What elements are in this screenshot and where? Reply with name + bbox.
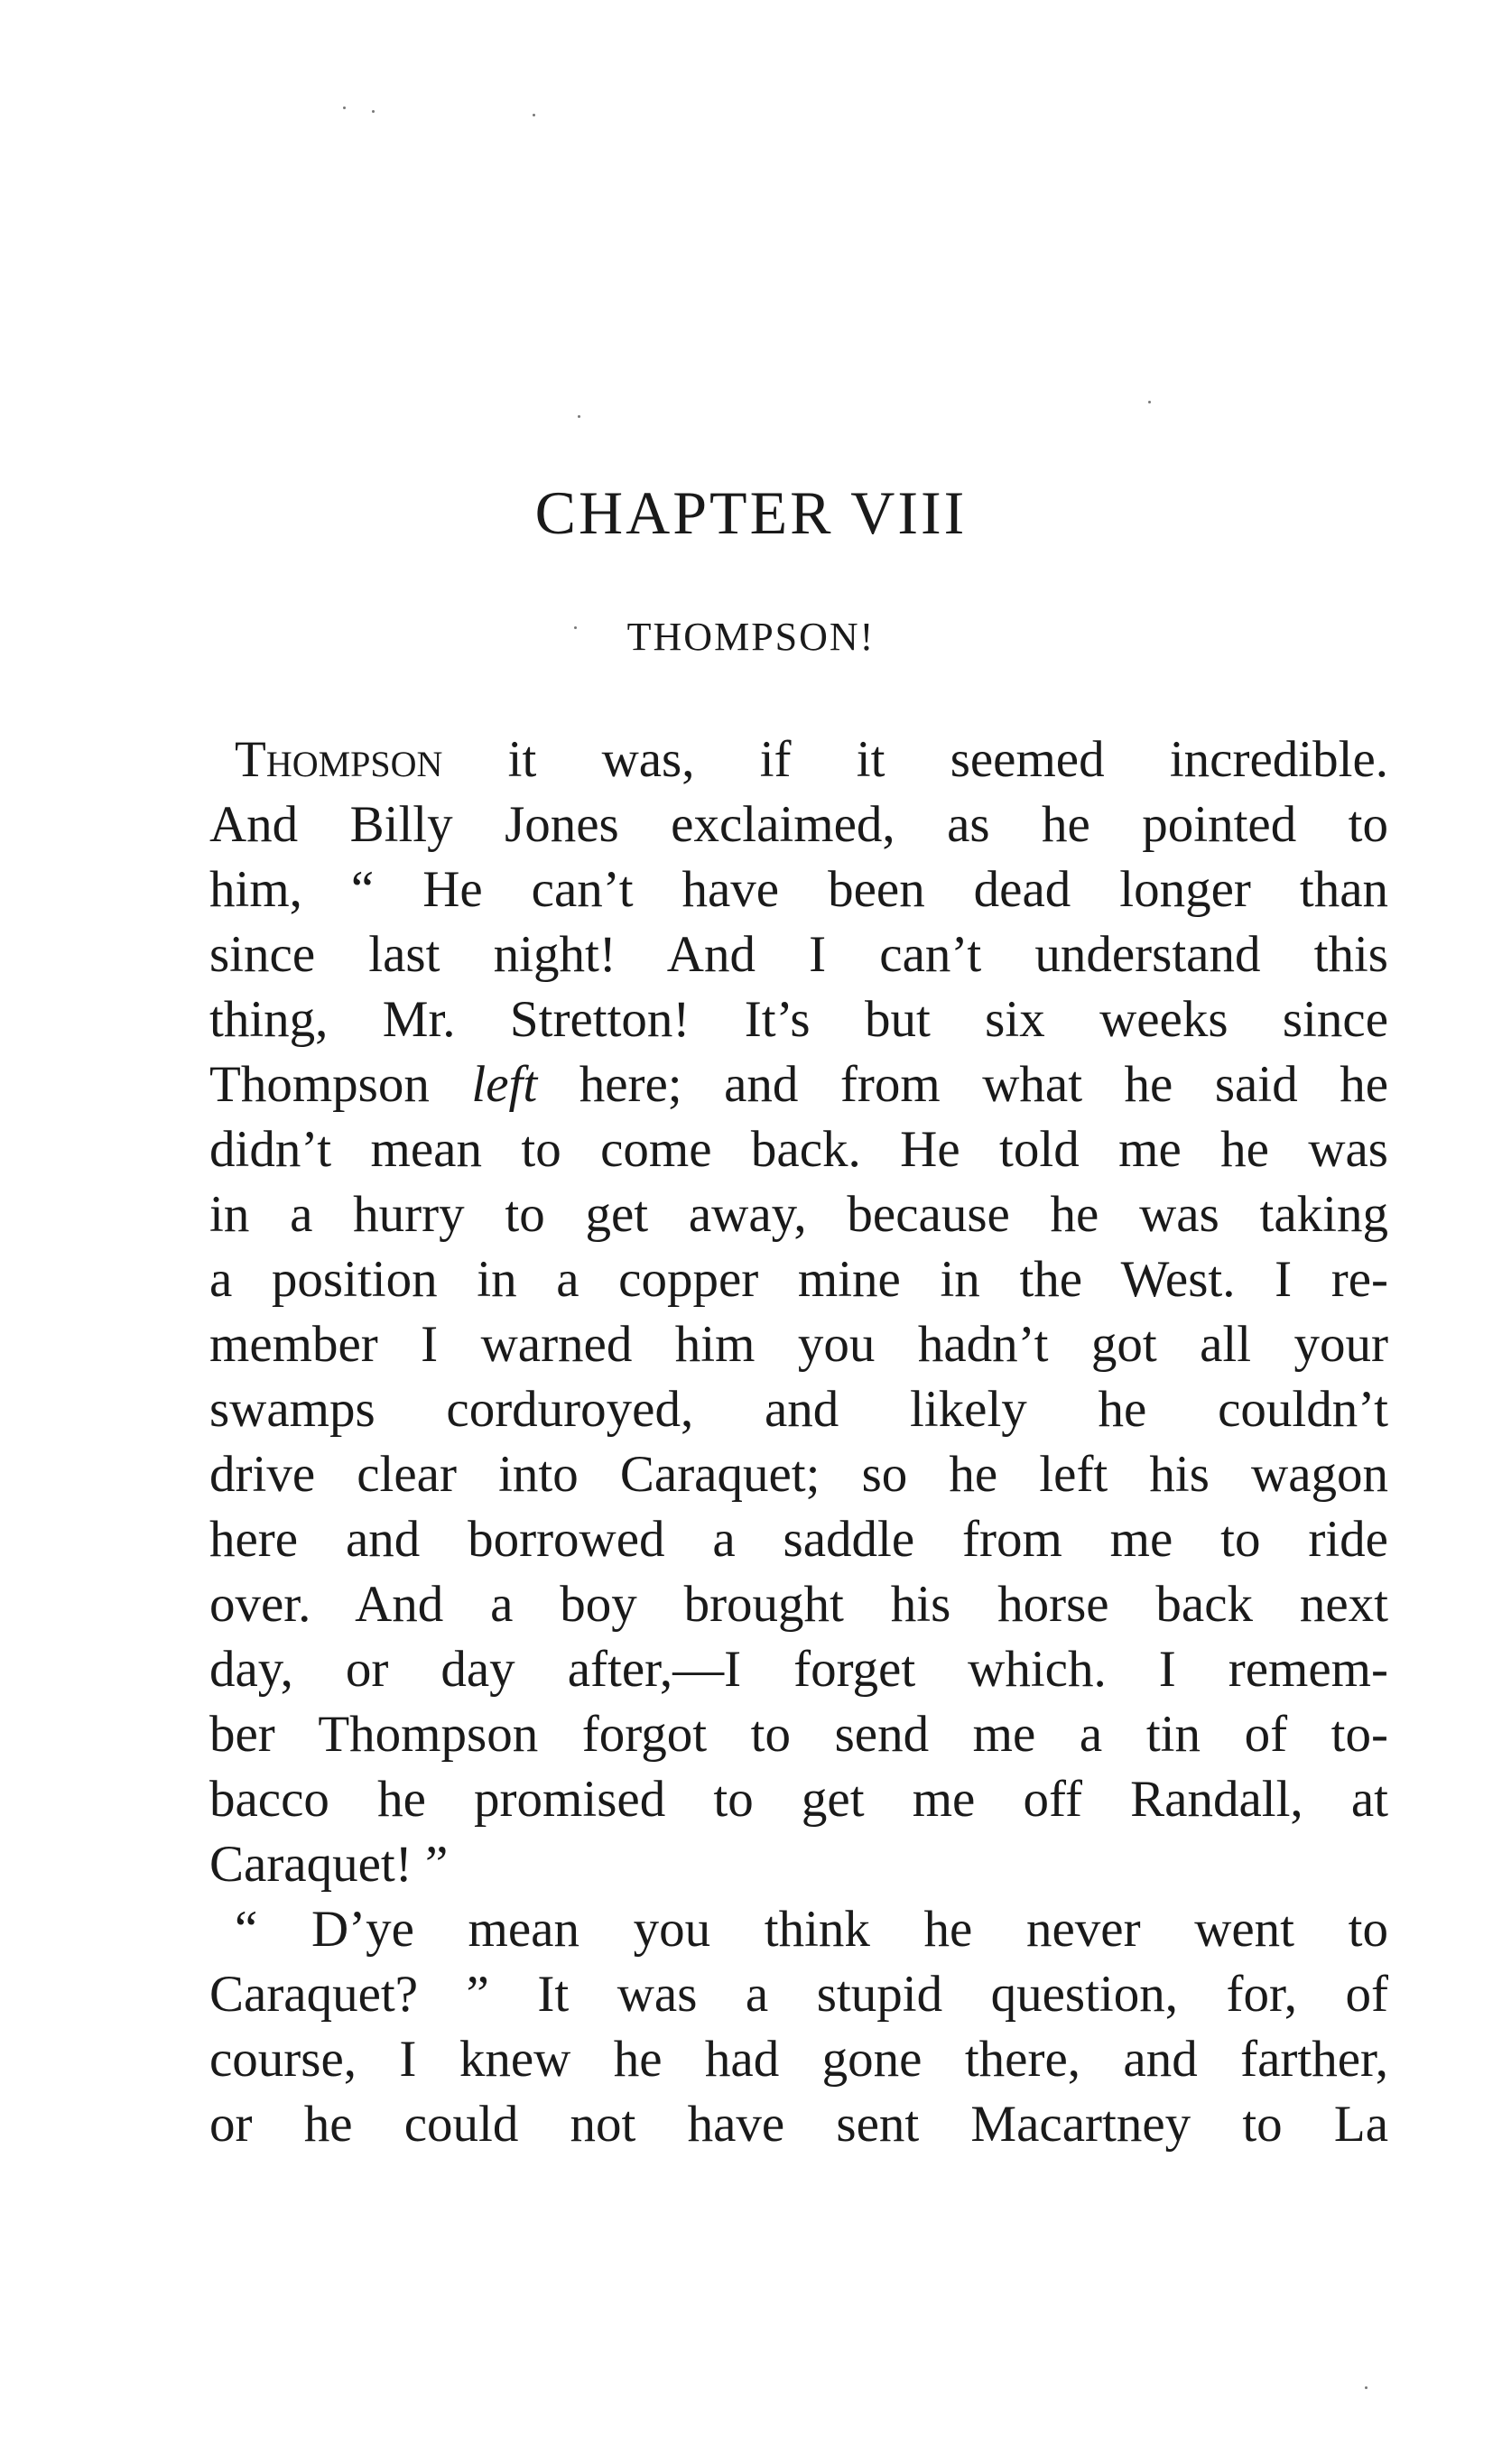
text-line: course, I knew he had gone there, and farther,: [209, 2031, 1388, 2088]
text-line: in a hurry to get away, because he was taking: [209, 1186, 1388, 1243]
text-line: And Billy Jones exclaimed, as he pointed to: [209, 796, 1388, 853]
text-line: Thompson left here; and from what he said he: [209, 1056, 1388, 1113]
paper-speck: [533, 114, 535, 116]
text-line: Caraquet? ” It was a stupid question, for, of: [209, 1966, 1388, 2023]
chapter-heading: CHAPTER VIII: [534, 478, 968, 547]
paper-speck: [578, 415, 580, 418]
text-line: him, “ He can’t have been dead longer than: [209, 861, 1388, 918]
text-line: since last night! And I can’t understand this: [209, 926, 1388, 983]
text-line: drive clear into Caraquet; so he left his wagon: [209, 1446, 1388, 1503]
paper-speck: [372, 110, 375, 113]
text-line: “ D’ye mean you think he never went to: [235, 1901, 1388, 1958]
paper-speck: [343, 107, 346, 109]
first-word: Thompson: [235, 731, 443, 788]
text-line: swamps corduroyed, and likely he couldn’t: [209, 1381, 1388, 1438]
italic-word: left: [471, 1056, 538, 1113]
text-line: over. And a boy brought his horse back next: [209, 1576, 1388, 1633]
text-line: or he could not have sent Macartney to La: [209, 2096, 1388, 2153]
text-line: a position in a copper mine in the West. I re-: [209, 1251, 1388, 1308]
paper-speck: [1365, 2386, 1368, 2389]
text-line: day, or day after,—I forget which. I remem-: [209, 1641, 1388, 1698]
text-line: Caraquet! ”: [209, 1836, 449, 1893]
text-line: Thompson it was, if it seemed incredible.: [235, 731, 1388, 788]
chapter-subtitle: THOMPSON!: [626, 615, 876, 659]
paper-speck: [1148, 401, 1151, 403]
text-line: here and borrowed a saddle from me to ride: [209, 1511, 1388, 1568]
text-line: didn’t mean to come back. He told me he was: [209, 1121, 1388, 1178]
text-line: ber Thompson forgot to send me a tin of to-: [209, 1706, 1388, 1763]
text-line: bacco he promised to get me off Randall, at: [209, 1771, 1388, 1828]
text-line: member I warned him you hadn’t got all your: [209, 1316, 1388, 1373]
text-line: thing, Mr. Stretton! It’s but six weeks since: [209, 991, 1388, 1048]
body-text: [209, 727, 1388, 2157]
